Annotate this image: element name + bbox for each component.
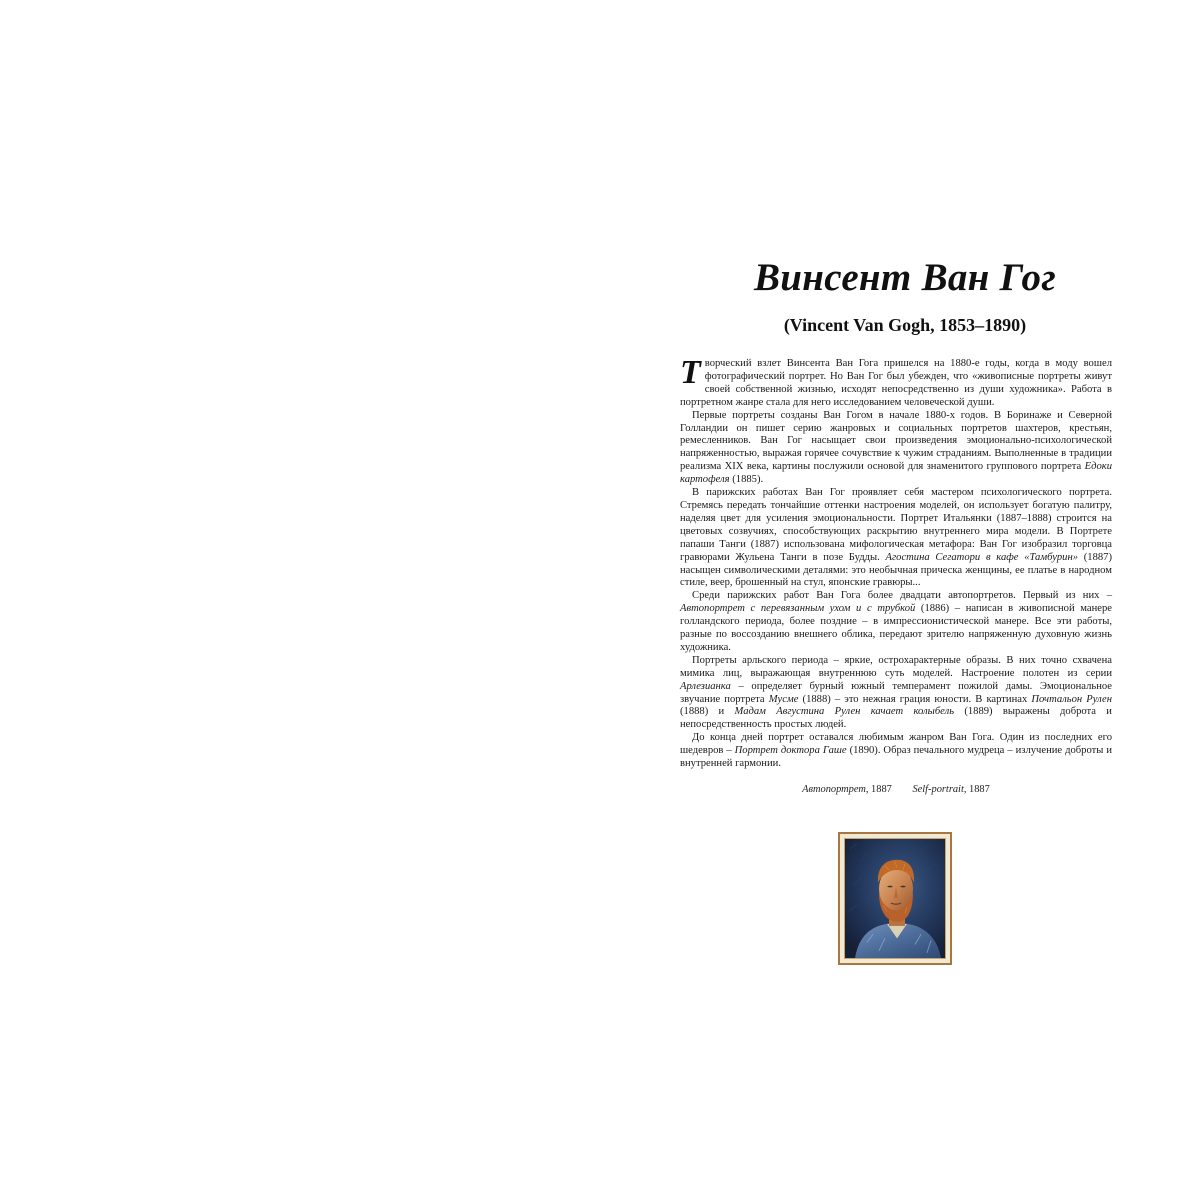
paragraph-text: Первые портреты созданы Ван Гогом в начале 1880-х годов. В Боринаже и Северной Голландии он пишет серию жанровых и социальных портретов шахтеров, крестьян, ремесленников. Ван Гог насыщает свои произведения эмоционально-психологической напряженностью, выражая горячее сочувствие к чужим страданиям. Выполненные в традиции реализма XIX века, картины послужили основой для знаменитого группового портрета: [680, 409, 1112, 473]
self-portrait-illustration: [845, 839, 945, 958]
paragraph-text: В парижских работах Ван Гог проявляет себя мастером психологического портрета. Стремясь передать тончайшие оттенки настроения моделей, он использует богатую палитру, наделяя цвет для усиления эмоциональности. Портрет Итальянки (1887–1888) строится на цветовых созвучиях, способствующих раскрытию внутреннего мира модели. В Портрете папаши Танги (1887) использована мифологическая метафора: Ван Гог изобразил торговца гравюрами Жульена Танги в позе Будды.: [680, 487, 1112, 563]
article-paragraph: [680, 487, 1112, 590]
article-subtitle: (Vincent Van Gogh, 1853–1890): [783, 315, 1027, 335]
artwork-title-text: Агостина Сегатори в кафе «Тамбурин»: [885, 551, 1079, 563]
article-paragraph: [680, 732, 1112, 771]
paragraph-text: (1887) насыщен символическими деталями: это необычная прическа женщины, ее платье в народном стиле, веер, брошенный на стул, японские гравюры...: [680, 551, 1113, 589]
article-paragraph: [680, 655, 1112, 732]
artwork-title-text: Автопортрет с перевязанным ухом и с трубкой: [680, 603, 916, 615]
artwork-title-text: Мусме: [768, 693, 799, 705]
article-body: [680, 354, 1113, 771]
paragraph-text: (1888) и: [680, 706, 735, 718]
article-title: Винсент Ван Гог: [753, 256, 1057, 299]
paragraph-text: Среди парижских работ Ван Гога более двадцати автопортретов. Первый из них –: [692, 590, 1112, 602]
article-paragraph: [680, 410, 1112, 487]
paragraph-text: (1885).: [729, 474, 764, 486]
self-portrait-image: [838, 832, 952, 965]
artwork-title-text: Арлезианка: [680, 680, 731, 692]
paragraph-text: (1890). Образ печального мудреца – излучение доброты и внутренней гармонии.: [680, 745, 1112, 770]
artwork-title-text: Портрет доктора Гаше: [734, 745, 847, 757]
caption-russian-title: Автопортрет: [802, 784, 866, 795]
paragraph-text: До конца дней портрет оставался любимым жанром Ван Гога. Один из последних его шедевров –: [680, 732, 1112, 757]
paragraph-text: Портреты арльского периода – яркие, острохарактерные образы. В них точно схвачена мимика лиц, выражающая внутреннюю суть моделей. Настроение полотен из серии: [680, 654, 1112, 679]
article-column: [680, 250, 1112, 797]
paragraph-text: ворческий взлет Винсента Ван Гога пришелся на 1880-е годы, когда в моду вошел фотографический портрет. Но Ван Гог был убежден, что «живописные портреты живут своей собственной жизнью, исходят непосредственно из души художника». Работа в портретном жанре стала для него исследованием человеческой души.: [680, 358, 1112, 408]
caption-english-title: Self-portrait: [912, 784, 964, 795]
paragraph-text: – определяет бурный южный темперамент пожилой дамы. Эмоциональное звучание портрета: [680, 680, 1112, 705]
artwork-title-text: Почтальон Рулен: [1031, 693, 1112, 705]
caption-english-year: , 1887: [963, 784, 990, 795]
paragraph-text: (1888) – это нежная грация юности. В картинах: [798, 693, 1032, 705]
paragraph-text: (1886) – написан в живописной манере голландского периода, более поздние – в импрессионистической манере. Все эти работы, разные по воссозданию внешнего облика, передают зрителю напряженную духовную жизнь художника.: [680, 603, 1112, 653]
painting-canvas: [844, 838, 946, 959]
artwork-title-text: Мадам Августина Рулен качает колыбель: [734, 706, 955, 718]
paragraph-text: (1889) выражены доброта и непосредственность простых людей.: [680, 706, 1112, 731]
caption-russian: [802, 784, 892, 795]
article-paragraph: [680, 590, 1112, 655]
drop-cap-letter: Т: [680, 354, 701, 391]
article-paragraph: [680, 354, 1112, 410]
artwork-title-text: Едоки картофеля: [680, 461, 1112, 486]
caption-english: [912, 784, 989, 795]
caption-russian-year: , 1887: [865, 784, 892, 795]
figure-caption: [680, 783, 1112, 797]
